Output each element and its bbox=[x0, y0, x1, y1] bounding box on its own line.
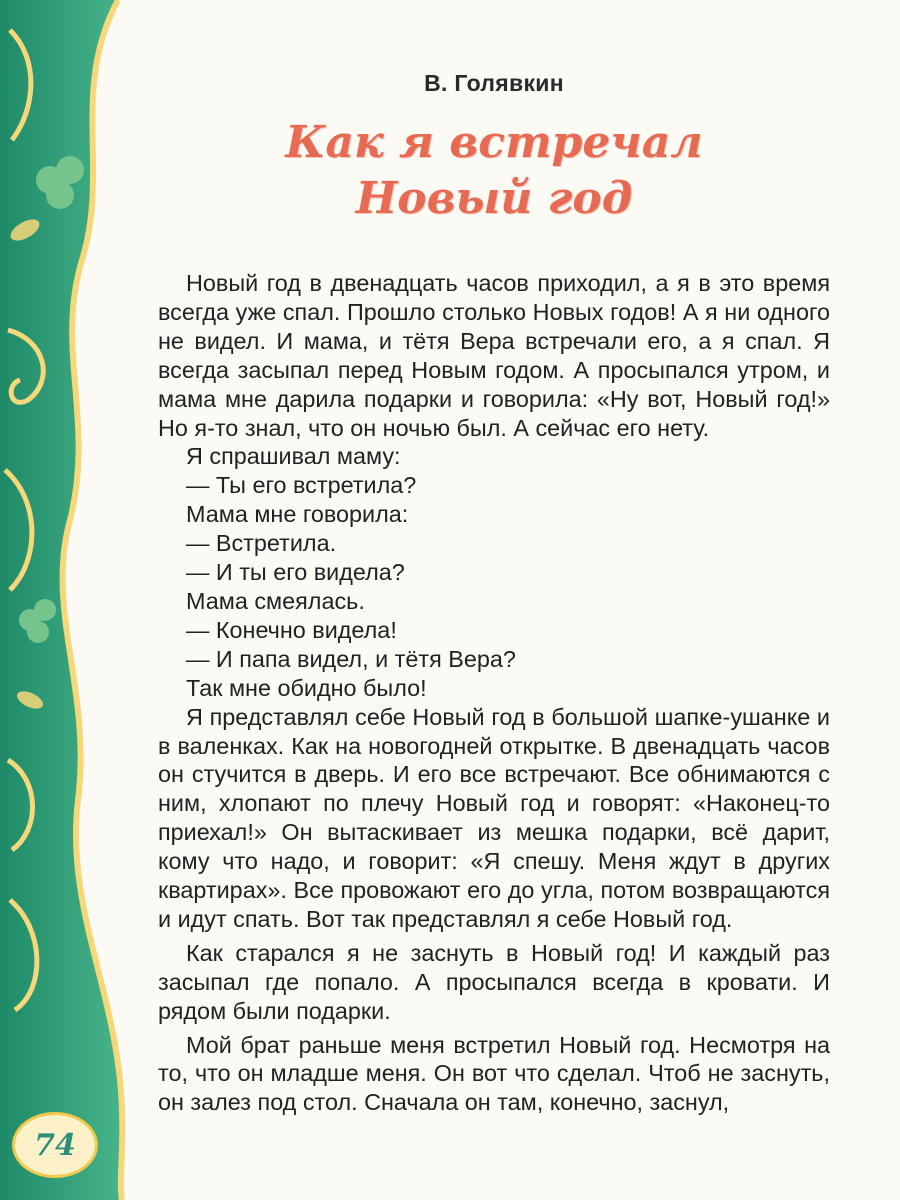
paragraph: — Ты его встретила? bbox=[186, 472, 417, 499]
paragraph: Мой брат раньше меня встретил Новый год. Несмотря на то, что он младше меня. Он вот что сделал. Чтоб не заснуть, он залез под стол. Сначала он там, конечно, заснул, bbox=[158, 1031, 830, 1116]
story-text bbox=[158, 269, 830, 1117]
author-name: В. Голявкин bbox=[424, 70, 564, 96]
title-line-2: Новый год bbox=[355, 173, 633, 224]
paragraph: Новый год в двенадцать часов приходил, а я в это время всегда уже спал. Прошло столько Новых годов! А я ни одного не видел. И мама, и тётя Вера встречали его, а я спал. Я всегда засыпал перед Новым годом. А просыпался утром, и мама мне дарила подарки и говорила: «Ну вот, Новый год!» Но я-то знал, что он ночью был. А сейчас его нету. bbox=[158, 270, 830, 441]
story-title bbox=[158, 115, 830, 227]
page-number: 74 bbox=[12, 1112, 98, 1178]
paragraph: Я спрашивал маму: bbox=[186, 443, 401, 470]
paragraph: — Конечно видела! bbox=[186, 616, 397, 643]
paragraph: Так мне обидно было! bbox=[186, 674, 427, 701]
paragraph: Как старался я не заснуть в Новый год! И каждый раз засыпал где попало. А просыпался всегда в кровати. И рядом были подарки. bbox=[158, 939, 830, 1024]
paragraph: Я представлял себе Новый год в большой шапке-ушанке и в валенках. Как на новогодней открытке. В двенадцать часов он стучится в дверь. И его все встречают. Все обнимаются с ним, хлопают по плечу Новый год и говорят: «Наконец-то приехал!» Он вытаскивает из мешка подарки, всё дарит, кому что надо, и говорит: «Я спешу. Меня ждут в других квартирах». Все провожают его до угла, потом возвращаются и идут спать. Вот так представлял я себе Новый год. bbox=[158, 703, 830, 932]
paragraph: Мама смеялась. bbox=[186, 587, 365, 614]
page-content bbox=[158, 70, 830, 1117]
paragraph: — И ты его видела? bbox=[186, 559, 405, 586]
paragraph: — И папа видел, и тётя Вера? bbox=[186, 645, 516, 672]
paragraph: Мама мне говорила: bbox=[186, 501, 409, 528]
paragraph: — Встретила. bbox=[186, 530, 337, 557]
title-line-1: Как я встречал bbox=[285, 117, 703, 168]
decorative-border bbox=[0, 0, 160, 1200]
